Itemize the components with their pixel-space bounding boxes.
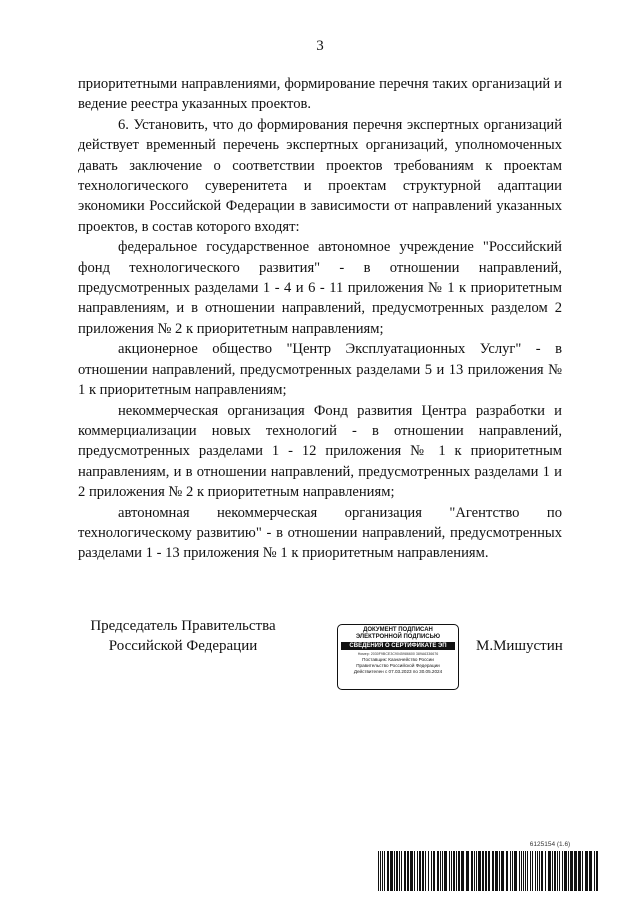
barcode-bar bbox=[433, 851, 435, 891]
barcode-bar bbox=[410, 851, 413, 891]
page-number: 3 bbox=[316, 38, 324, 54]
barcode-bar bbox=[428, 851, 429, 891]
barcode-bar bbox=[407, 851, 409, 891]
stamp-owner: Правительство Российской Федерации bbox=[356, 663, 440, 668]
paragraph-org-rftr: федеральное государственное автономное учреждение "Российский фонд технологического развития" - в отношении направлений, предусмотренных разделами 1 - 4 и 6 - 11 приложения № 1 к приоритетным направлениям, и в отношении направлений, предусмотренных разделом 2 приложения № 2 к приоритетным направлениям; bbox=[78, 239, 562, 337]
barcode-bar bbox=[488, 851, 490, 891]
barcode-bar bbox=[501, 851, 504, 891]
barcode-bar bbox=[466, 851, 469, 891]
barcode-icon bbox=[378, 851, 600, 891]
stamp-certificate-band: СВЕДЕНИЯ О СЕРТИФИКАТЕ ЭП bbox=[341, 642, 455, 650]
barcode-bar bbox=[537, 851, 538, 891]
barcode-bar bbox=[559, 851, 560, 891]
barcode-bar bbox=[585, 851, 588, 891]
barcode-bar bbox=[562, 851, 563, 891]
barcode-bar bbox=[552, 851, 553, 891]
stamp-validity: Действителен с 07.03.2023 по 30.05.2024 bbox=[353, 669, 443, 674]
electronic-signature-stamp bbox=[337, 624, 459, 690]
barcode-bar bbox=[506, 851, 508, 891]
paragraph-org-agency: автономная некоммерческая организация "Агентство по технологическому развитию" - в отношении направлений, предусмотренных разделами 1 - 13 приложения № 1 к приоритетным направлениям. bbox=[78, 504, 562, 562]
barcode-bar bbox=[478, 851, 481, 891]
barcode-bar bbox=[380, 851, 381, 891]
signature-block bbox=[0, 616, 640, 696]
barcode-bar bbox=[499, 851, 500, 891]
barcode-bar bbox=[437, 851, 439, 891]
barcode-bar bbox=[404, 851, 406, 891]
barcode-bar bbox=[417, 851, 418, 891]
barcode-bar bbox=[557, 851, 558, 891]
barcode-bar bbox=[564, 851, 567, 891]
barcode-bar bbox=[492, 851, 494, 891]
barcode-bar bbox=[530, 851, 531, 891]
barcode-bar bbox=[419, 851, 421, 891]
barcode-bar bbox=[532, 851, 533, 891]
document-body bbox=[78, 74, 562, 564]
barcode-bar bbox=[384, 851, 385, 891]
barcode-bar bbox=[519, 851, 520, 891]
barcode-bar bbox=[414, 851, 415, 891]
signer-title-line1: Председатель Правительства bbox=[90, 618, 276, 634]
barcode-bar bbox=[458, 851, 460, 891]
barcode-bar bbox=[568, 851, 569, 891]
barcode-bar bbox=[396, 851, 398, 891]
barcode-bar bbox=[485, 851, 487, 891]
barcode-bar bbox=[525, 851, 526, 891]
barcode-bar bbox=[523, 851, 524, 891]
barcode-bar bbox=[387, 851, 389, 891]
barcode-bar bbox=[401, 851, 402, 891]
barcode-bar bbox=[554, 851, 556, 891]
barcode-bar bbox=[527, 851, 528, 891]
barcode-bar bbox=[474, 851, 475, 891]
barcode-bar bbox=[594, 851, 595, 891]
paragraph-item-6: 6. Установить, что до формирования перечня экспертных организаций действует временный перечень экспертных организаций, уполномоченных давать заключение о соответствии проектов требованиям к проектам технологического суверенитета и проектам структурной адаптации экономики Российской Федерации в зависимости от направлений указанных проектов, в состав которого входят: bbox=[78, 116, 562, 235]
barcode-bar bbox=[471, 851, 473, 891]
barcode-bar bbox=[444, 851, 447, 891]
barcode-bar bbox=[548, 851, 551, 891]
stamp-heading-line1: ДОКУМЕНТ ПОДПИСАН bbox=[363, 627, 433, 633]
barcode-bar bbox=[596, 851, 598, 891]
barcode-bar bbox=[535, 851, 536, 891]
barcode-bar bbox=[545, 851, 546, 891]
barcode-bar bbox=[461, 851, 464, 891]
stamp-issuer: Поставщик: Казначейство России bbox=[362, 657, 434, 662]
barcode-bar bbox=[482, 851, 484, 891]
barcode-bar bbox=[425, 851, 426, 891]
document-code: 6125154 (1.6) bbox=[529, 841, 571, 848]
barcode-bar bbox=[512, 851, 513, 891]
paragraph-continuation: приоритетными направлениями, формирование перечня таких организаций и ведение реестра указанных проектов. bbox=[78, 76, 562, 113]
barcode-bar bbox=[394, 851, 395, 891]
signer-title bbox=[78, 616, 288, 656]
barcode-bar bbox=[589, 851, 592, 891]
barcode-bar bbox=[570, 851, 573, 891]
barcode-bar bbox=[541, 851, 543, 891]
barcode-bar bbox=[378, 851, 379, 891]
barcode-bar bbox=[456, 851, 457, 891]
barcode-bar bbox=[451, 851, 452, 891]
barcode-bar bbox=[514, 851, 517, 891]
signer-name: М.Мишустин bbox=[476, 638, 563, 654]
barcode-bar bbox=[442, 851, 443, 891]
barcode-bar bbox=[382, 851, 383, 891]
barcode-bar bbox=[422, 851, 424, 891]
signer-title-line2: Российской Федерации bbox=[108, 638, 258, 654]
barcode-bar bbox=[582, 851, 583, 891]
paragraph-org-fund: некоммерческая организация Фонд развития Центра разработки и коммерциализации новых технологий - в отношении направлений, предусмотренных разделами 1 - 12 приложения № 1 к приоритетным направлениям, и в отношении направлений, предусмотренных разделами 1 и 2 приложения № 2 к приоритетным направлениям; bbox=[78, 402, 562, 501]
barcode-bar bbox=[399, 851, 400, 891]
barcode-bar bbox=[495, 851, 498, 891]
barcode-bar bbox=[539, 851, 540, 891]
stamp-heading-line2: ЭЛЕКТРОННОЙ ПОДПИСЬЮ bbox=[355, 634, 441, 640]
barcode-bar bbox=[431, 851, 432, 891]
barcode-bar bbox=[574, 851, 577, 891]
barcode-bar bbox=[390, 851, 393, 891]
barcode-bar bbox=[476, 851, 477, 891]
barcode-bar bbox=[449, 851, 450, 891]
barcode-bar bbox=[578, 851, 581, 891]
barcode-bar bbox=[510, 851, 511, 891]
paragraph-org-ceu: акционерное общество "Центр Эксплуатационных Услуг" - в отношении направлений, предусмотренных разделами 5 и 13 приложения № 1 к приоритетным направлениям; bbox=[78, 341, 562, 399]
barcode-bar bbox=[453, 851, 455, 891]
barcode-bar bbox=[440, 851, 441, 891]
barcode-bar bbox=[521, 851, 522, 891]
stamp-serial: Номер: 2030F9BCE3C9045986600 389A6336676 bbox=[357, 652, 439, 656]
